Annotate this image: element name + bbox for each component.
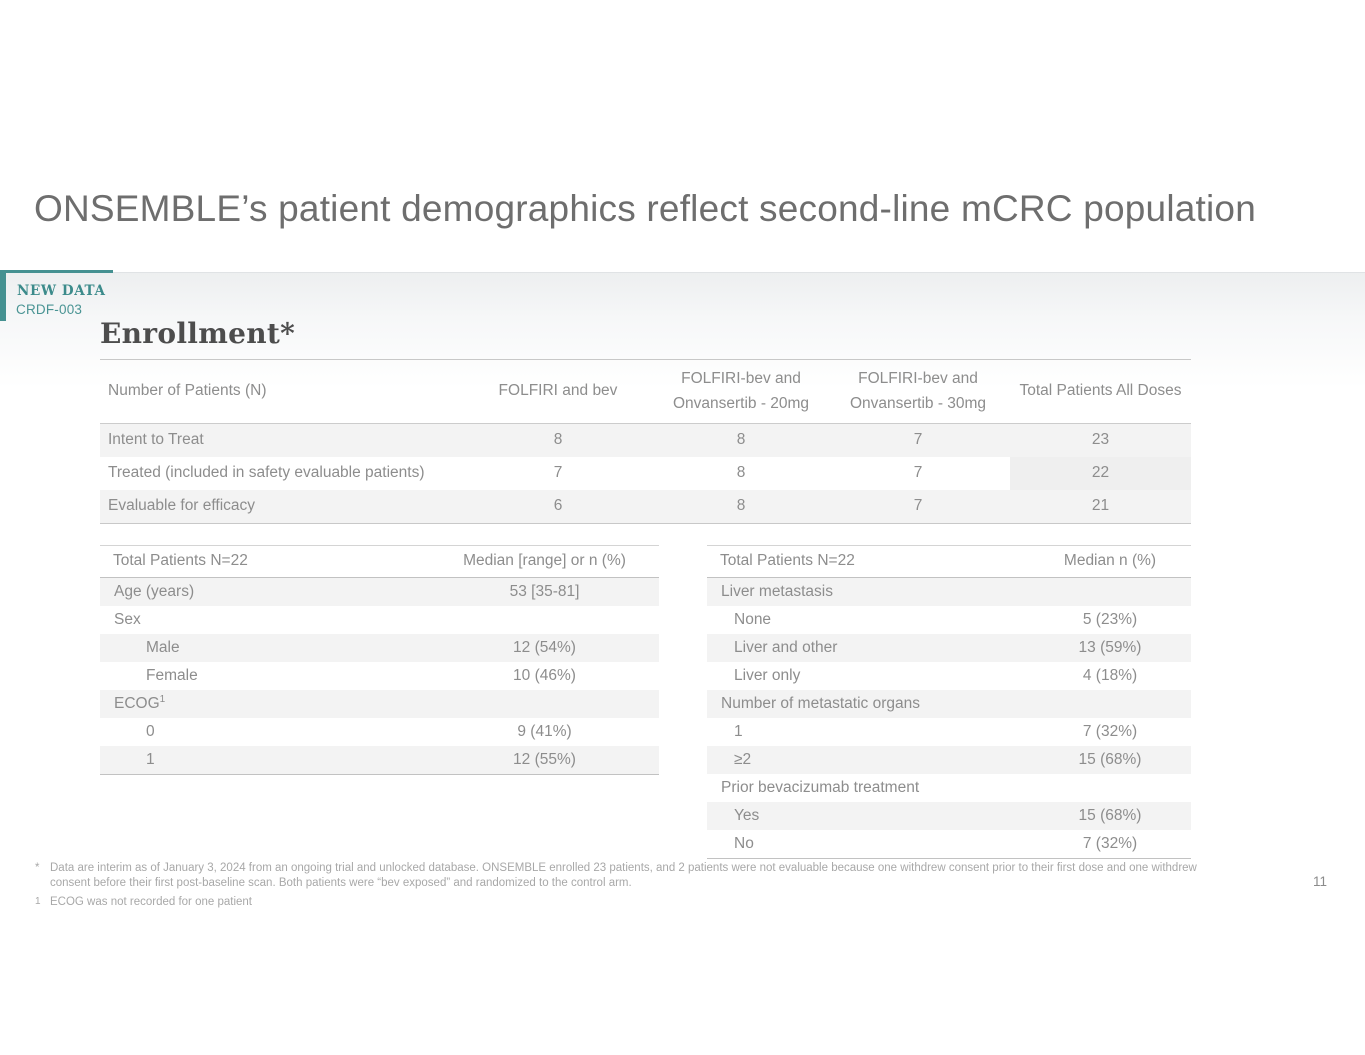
table-row <box>707 774 1191 802</box>
disease-header-row <box>707 545 1191 577</box>
table-row <box>707 830 1191 859</box>
cell-value: 5 (23%) <box>1082 610 1138 628</box>
cell-value: 8 <box>656 423 826 457</box>
table-row <box>100 662 659 690</box>
row-label-text: ECOG <box>114 695 160 713</box>
footnotes <box>35 861 1231 914</box>
cell-value: 53 [35-81] <box>430 577 659 606</box>
footnote-marker: * <box>35 862 40 874</box>
slide-title: ONSEMBLE’s patient demographics reflect second-line mCRC population <box>34 188 1256 229</box>
cell-value <box>1029 577 1191 606</box>
table-row <box>100 457 1191 490</box>
cell-value: 22 <box>1010 457 1191 490</box>
row-label: Female <box>146 666 198 684</box>
row-label: No <box>734 834 754 852</box>
row-label: None <box>734 610 772 628</box>
footnote-ecog <box>35 895 1231 914</box>
cell-value: 7 <box>826 490 1010 524</box>
footnote-reference: 1 <box>159 694 166 706</box>
table-row <box>100 718 659 746</box>
accent-side-bar <box>0 273 6 321</box>
footnote-text: ECOG was not recorded for one patient <box>50 895 252 908</box>
row-label: 1 <box>734 722 743 740</box>
footnote-marker-sup: 1 <box>35 895 41 907</box>
row-label: Evaluable for efficacy <box>100 490 460 524</box>
cell-value <box>1029 774 1191 802</box>
section-heading: Enrollment* <box>100 317 296 350</box>
enrollment-table <box>100 359 1191 524</box>
row-label: Yes <box>707 802 1029 830</box>
row-label: Liver only <box>734 666 801 684</box>
table-row <box>707 662 1191 690</box>
table-row <box>100 690 659 718</box>
cell-value: 12 (54%) <box>430 634 659 662</box>
table-row <box>100 423 1191 457</box>
cell-value: 9 (41%) <box>517 722 572 740</box>
cell-value: 7 <box>913 464 923 482</box>
cell-value <box>430 690 659 718</box>
table-row <box>100 746 659 775</box>
column-header: Total Patients N=22 <box>100 545 430 577</box>
row-label: ≥2 <box>707 746 1029 774</box>
table-row <box>707 802 1191 830</box>
column-header: Total Patients N=22 <box>707 545 1029 577</box>
row-label: Number of metastatic organs <box>707 690 1029 718</box>
cell-value: 7 <box>826 423 1010 457</box>
main-content <box>100 317 1191 859</box>
row-label: Intent to Treat <box>100 423 460 457</box>
cell-value: 15 (68%) <box>1029 802 1191 830</box>
row-label: Age (years) <box>100 577 430 606</box>
column-header: FOLFIRI-bev and Onvansertib - 20mg <box>656 360 826 424</box>
footnote-marker <box>35 895 50 914</box>
column-header: Number of Patients (N) <box>100 360 460 424</box>
table-row <box>707 634 1191 662</box>
row-label: Treated (included in safety evaluable patients) <box>108 464 425 482</box>
cell-value: 8 <box>656 490 826 524</box>
column-header: FOLFIRI and bev <box>460 360 656 424</box>
cell-value: 15 (68%) <box>1029 746 1191 774</box>
cell-value: 13 (59%) <box>1029 634 1191 662</box>
column-header: Total Patients All Doses <box>1010 360 1191 424</box>
row-label <box>100 690 430 718</box>
cell-value: 6 <box>460 490 656 524</box>
row-label: Liver and other <box>707 634 1029 662</box>
table-row <box>707 577 1191 606</box>
cell-value: 8 <box>460 423 656 457</box>
table-row <box>100 577 659 606</box>
row-label: Male <box>100 634 430 662</box>
study-id-label: CRDF-003 <box>16 302 83 317</box>
column-header: FOLFIRI-bev and Onvansertib - 30mg <box>826 360 1010 424</box>
table-row <box>100 490 1191 524</box>
table-row <box>707 690 1191 718</box>
row-label: Sex <box>114 610 141 628</box>
table-row <box>100 606 659 634</box>
cell-value <box>430 606 659 634</box>
table-row <box>100 634 659 662</box>
cell-value: 7 (32%) <box>1082 722 1138 740</box>
table-row <box>707 606 1191 634</box>
disease-table <box>707 545 1191 859</box>
demographics-table <box>100 545 659 775</box>
column-header: Median [range] or n (%) <box>430 545 659 577</box>
row-label: Prior bevacizumab treatment <box>721 778 920 796</box>
table-row <box>707 718 1191 746</box>
footnote-asterisk <box>35 861 1231 892</box>
cell-value: 21 <box>1010 490 1191 524</box>
cell-value <box>1029 690 1191 718</box>
row-label: Liver metastasis <box>707 577 1029 606</box>
cell-value: 4 (18%) <box>1082 666 1138 684</box>
footnote-text: Data are interim as of January 3, 2024 from an ongoing trial and unlocked database. ONSEMBLE enrolled 23 patients, and 2 patients were not evaluable because one withdrew consent prior to their first dose and one withdrew consent before their first post-baseline scan. Both patients were “bev exposed” and randomized to the control arm. <box>50 862 1197 890</box>
subtables-row <box>100 545 1191 859</box>
row-label: 0 <box>146 722 155 740</box>
table-row <box>707 746 1191 774</box>
cell-value: 7 (32%) <box>1082 834 1138 852</box>
cell-value: 10 (46%) <box>513 666 576 684</box>
cell-value: 7 <box>553 464 563 482</box>
cell-value: 8 <box>736 464 746 482</box>
enrollment-header-row <box>100 360 1191 424</box>
accent-top-rule <box>0 270 113 273</box>
column-header: Median n (%) <box>1029 545 1191 577</box>
demographics-header-row <box>100 545 659 577</box>
page-number: 11 <box>1313 874 1328 889</box>
new-data-tag: NEW DATA <box>17 283 106 299</box>
cell-value: 23 <box>1010 423 1191 457</box>
cell-value: 12 (55%) <box>430 746 659 775</box>
row-label: 1 <box>100 746 430 775</box>
